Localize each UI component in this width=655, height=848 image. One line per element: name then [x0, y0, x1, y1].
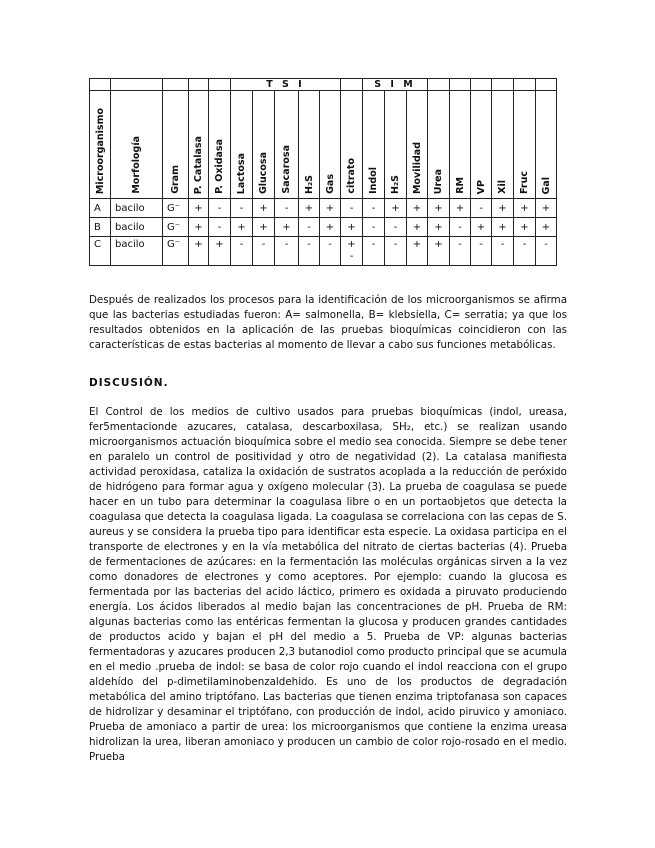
table-cell: + — [536, 199, 557, 218]
table-cell: B — [90, 218, 111, 237]
column-header-label: Lactosa — [236, 152, 247, 194]
table-cell: + — [189, 237, 209, 266]
column-header-label: RM — [454, 177, 466, 194]
table-cell: bacilo — [111, 199, 163, 218]
table-cell: + — [407, 237, 428, 266]
table-cell: + — [428, 199, 450, 218]
column-header — [492, 91, 514, 199]
column-header — [450, 91, 471, 199]
table-cell: - — [471, 237, 492, 266]
table-cell: - — [363, 218, 385, 237]
column-header-label: Morfología — [131, 136, 142, 194]
table-cell: + — [450, 199, 471, 218]
table-cell: + — [514, 218, 536, 237]
column-header-label: Glucosa — [258, 151, 269, 194]
table-cell: - — [253, 237, 275, 266]
table-cell: C — [90, 237, 111, 266]
column-header — [407, 91, 428, 199]
table-cell: - — [450, 218, 471, 237]
table-cell: + — [275, 218, 299, 237]
group-header-row — [90, 79, 557, 91]
column-header — [341, 91, 363, 199]
column-header-label: Urea — [433, 168, 444, 194]
column-header — [209, 91, 231, 199]
table-cell: + — [189, 199, 209, 218]
table-row — [90, 199, 557, 218]
table-cell-line: - — [349, 251, 354, 262]
table-cell: - — [275, 199, 299, 218]
column-header-label: P. Catalasa — [193, 135, 204, 194]
table-cell: - — [385, 237, 407, 266]
column-header — [536, 91, 557, 199]
table-cell: - — [275, 237, 299, 266]
column-header-label: Gas — [324, 174, 336, 194]
table-cell: + — [253, 218, 275, 237]
table-cell: + — [209, 237, 231, 266]
column-header-label: Microorganismo — [94, 107, 106, 194]
column-header-label: Sacarosa — [281, 145, 292, 194]
table-cell: - — [536, 237, 557, 266]
results-paragraph: Después de realizados los procesos para la identificación de los microorganismos se afirma que las bacterias estudiadas fueron: A= salmonella, B= klebsiella, C= serratia; ya que los resultados obtenidos en la aplicación de las pruebas bioquímicas coincidieron con las características de estas bacterias al momento de llevar a cabo sus funciones metabólicas. — [89, 294, 567, 351]
table-cell: + — [428, 237, 450, 266]
column-header — [514, 91, 536, 199]
column-header-label: Xil — [497, 180, 508, 194]
table-cell: + — [341, 218, 363, 237]
column-header — [471, 91, 492, 199]
table-cell: G⁻ — [163, 237, 189, 266]
column-header-label: VP — [475, 179, 487, 194]
table-cell: - — [299, 237, 320, 266]
table-cell: - — [471, 199, 492, 218]
table-cell: + — [253, 199, 275, 218]
table-cell: - — [231, 199, 253, 218]
column-header — [428, 91, 450, 199]
group-sim: S I M — [363, 79, 428, 91]
column-header — [163, 91, 189, 199]
table-row — [90, 218, 557, 237]
column-header-label: Fruc — [519, 171, 530, 194]
table-cell: - — [363, 199, 385, 218]
table-cell: - — [209, 199, 231, 218]
section-title: DISCUSIÓN. — [89, 377, 169, 389]
column-header-label: Movilidad — [411, 142, 423, 194]
column-header — [320, 91, 341, 199]
column-header-row — [90, 91, 557, 199]
table-cell: + — [428, 218, 450, 237]
table-cell: + — [231, 218, 253, 237]
table-cell: + — [492, 199, 514, 218]
column-header — [189, 91, 209, 199]
table-cell: + — [471, 218, 492, 237]
column-header — [253, 91, 275, 199]
table-row — [90, 237, 557, 266]
table-cell: - — [450, 237, 471, 266]
discussion-paragraph: El Control de los medios de cultivo usados para pruebas bioquímicas (indol, ureasa, fer5mentacionde azucares, catalasa, descarboxilasa, SH₂, etc.) se realizan usando microorganismos actuación bioquímica sobre el medio sea conocida. Siempre se debe tener en paralelo un control de positividad y otro de negatividad (2). La catalasa manifiesta actividad peroxidasa, cataliza la oxidación de sustratos acoplada a la reducción de peróxido de hidrógeno para formar agua y oxígeno molecular (3). La prueba de coagulasa se puede hacer en un tubo para determinar la coagulasa libre o en un portaobjetos que detecta la coagulasa que detecta la coagulasa ligada. La coagulasa se correlaciona con las cepas de S. aureus y se considera la prueba tipo para identificar esta especie. La oxidasa participa en el transporte de electrones y en la vía metabólica del nitrato de ciertas bacterias (4). Prueba de fermentaciones de azúcares: en la fermentación las moléculas orgánicas sirven a la vez como donadores de electrones y como aceptores. Por ejemplo: cuando la glucosa es fermentada por las bacterias del acido láctico, primero es oxidada a piruvato produciendo energía. Los ácidos liberados al medio bajan las concentraciones de pH. Prueba de RM: algunas bacterias como las entéricas fermentan la glucosa y producen grandes cantidades de productos acido y bajan el pH del medio a 5. Prueba de VP: algunas bacterias fermentadoras y azucares producen 2,3 butanodiol como producto principal que se acumula en el medio .prueba de indol: se basa de color rojo cuando el indol reacciona con el grupo aldehído del p-dimetilaminobenzaldehido. Es uno de los productos de degradación metabólica del amino triptófano. Las bacterias que tienen enzima triptofanasa son capaces de hidrolizar y desaminar el triptófano, con producción de indol, acido piruvico y amoniaco. Prueba de amoniaco a partir de urea: los microorganismos que contiene la enzima ureasa hidrolizan la urea, liberan amoniaco y producen un cambio de color rojo-rosado en el medio. Prueba — [89, 406, 567, 763]
table-cell: G⁻ — [163, 218, 189, 237]
table-cell-line: + — [347, 239, 356, 250]
table-cell: bacilo — [111, 218, 163, 237]
table-cell: + — [514, 199, 536, 218]
column-header — [363, 91, 385, 199]
table-cell: + — [492, 218, 514, 237]
column-header — [275, 91, 299, 199]
column-header-label: citrato — [346, 158, 357, 194]
table-cell: - — [363, 237, 385, 266]
table-cell: - — [299, 218, 320, 237]
table-cell: - — [492, 237, 514, 266]
table-cell: + — [536, 218, 557, 237]
table-cell: - — [385, 218, 407, 237]
results-table — [89, 78, 557, 266]
group-tsi: T S I — [231, 79, 341, 91]
column-header-label: Gram — [170, 165, 181, 194]
column-header-label: H₂S — [390, 175, 401, 194]
column-header-label: Gal — [540, 176, 552, 194]
column-header-label: H₂S — [303, 175, 315, 194]
column-header — [385, 91, 407, 199]
table-cell: - — [320, 237, 341, 266]
table-cell: + — [299, 199, 320, 218]
table-cell: - — [209, 218, 231, 237]
table-cell: bacilo — [111, 237, 163, 266]
table-cell: + — [320, 218, 341, 237]
table-cell: - — [514, 237, 536, 266]
table-cell: + — [407, 218, 428, 237]
column-header — [299, 91, 320, 199]
table-cell: - — [341, 199, 363, 218]
column-header-label: Indol — [368, 167, 379, 194]
table-cell: + — [320, 199, 341, 218]
column-header — [231, 91, 253, 199]
table-cell: + — [189, 218, 209, 237]
table-cell — [341, 237, 363, 266]
column-header-label: P. Oxidasa — [214, 139, 225, 194]
table-cell: + — [385, 199, 407, 218]
column-header — [111, 91, 163, 199]
table-cell: - — [231, 237, 253, 266]
table-cell: + — [407, 199, 428, 218]
table-cell: A — [90, 199, 111, 218]
column-header — [90, 91, 111, 199]
table-cell: G⁻ — [163, 199, 189, 218]
